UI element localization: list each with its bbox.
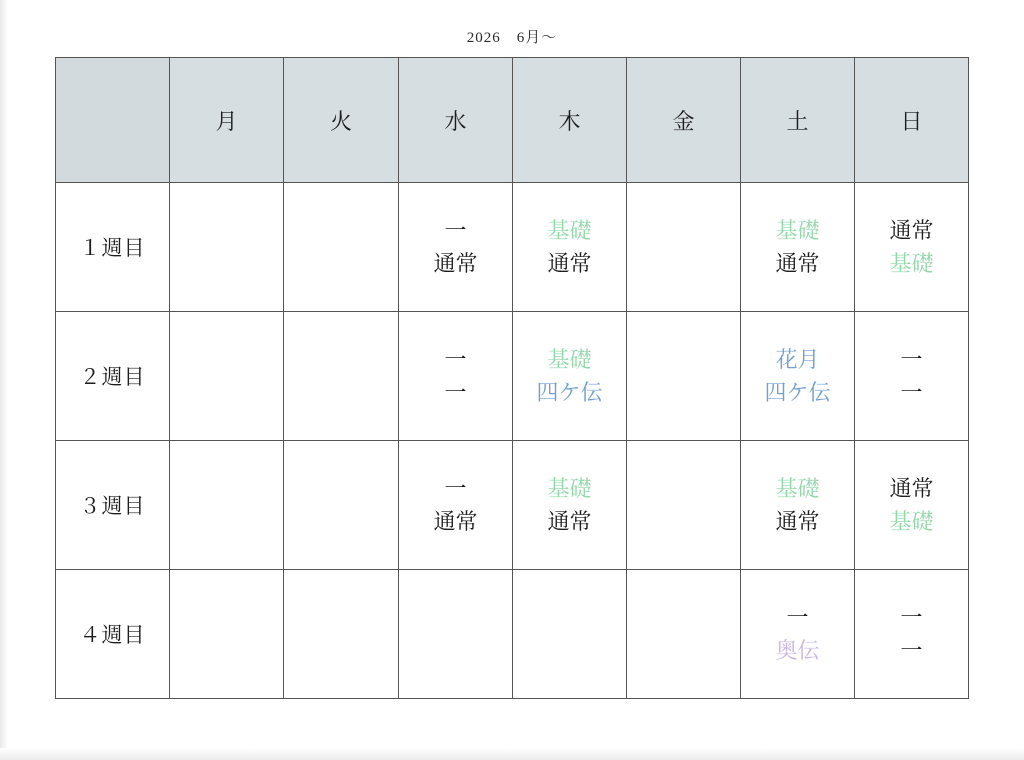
schedule-cell [627, 441, 741, 570]
schedule-cell [741, 183, 855, 312]
schedule-cell [513, 312, 627, 441]
cell-line: 基礎 [547, 475, 592, 501]
cell-line: 一 [444, 217, 467, 243]
schedule-cell [855, 441, 969, 570]
page-edge-shadow-bottom [0, 748, 1024, 760]
schedule-cell [170, 570, 284, 699]
header-day-sun: 日 [855, 58, 969, 183]
cell-line: 基礎 [547, 346, 592, 372]
cell-content [399, 346, 512, 407]
cell-line: 一 [900, 604, 923, 630]
cell-content [399, 217, 512, 278]
cell-line: 通常 [547, 251, 592, 276]
cell-line: 花月 [775, 346, 820, 372]
schedule-cell [855, 183, 969, 312]
page-edge-shadow-left [0, 0, 8, 760]
schedule-cell [284, 441, 399, 570]
schedule-cell [399, 570, 513, 699]
table-row [56, 183, 969, 312]
cell-content [741, 217, 854, 278]
schedule-cell [284, 312, 399, 441]
cell-line: 一 [444, 475, 467, 501]
schedule-cell [399, 183, 513, 312]
week-label-cell: ２週目 [56, 312, 170, 441]
cell-line: 通常 [547, 509, 592, 534]
cell-line: 通常 [433, 251, 478, 276]
table-row [56, 312, 969, 441]
cell-line: 通常 [889, 475, 934, 501]
schedule-cell [855, 312, 969, 441]
cell-line: 一 [900, 380, 923, 405]
schedule-cell [741, 441, 855, 570]
header-row [56, 58, 969, 183]
header-day-thu: 木 [513, 58, 627, 183]
cell-line: 一 [900, 346, 923, 372]
cell-line: 四ケ伝 [536, 380, 603, 405]
schedule-cell [627, 570, 741, 699]
schedule-cell [170, 183, 284, 312]
cell-content [513, 217, 626, 278]
cell-line: 奥伝 [775, 638, 820, 663]
cell-content [855, 217, 968, 278]
cell-content [855, 604, 968, 665]
schedule-cell [855, 570, 969, 699]
schedule-cell [284, 570, 399, 699]
cell-line: 一 [900, 638, 923, 663]
cell-line: 通常 [889, 217, 934, 243]
cell-content [741, 604, 854, 665]
week-label-cell: ４週目 [56, 570, 170, 699]
schedule-cell [627, 312, 741, 441]
week-label-cell: １週目 [56, 183, 170, 312]
cell-line: 通常 [433, 509, 478, 534]
schedule-cell [170, 312, 284, 441]
cell-line: 四ケ伝 [764, 380, 831, 405]
cell-line: 基礎 [547, 217, 592, 243]
cell-line: 一 [444, 380, 467, 405]
cell-content [513, 475, 626, 536]
header-day-tue: 火 [284, 58, 399, 183]
header-day-sat: 土 [741, 58, 855, 183]
cell-content [513, 346, 626, 407]
cell-line: 基礎 [889, 251, 934, 276]
cell-content [399, 475, 512, 536]
cell-line: 基礎 [775, 217, 820, 243]
page-title: 2026 6月〜 [466, 30, 558, 46]
cell-content [855, 346, 968, 407]
cell-line: 基礎 [889, 509, 934, 534]
week-label-cell: ３週目 [56, 441, 170, 570]
schedule-cell [627, 183, 741, 312]
schedule-cell [513, 441, 627, 570]
schedule-cell [513, 570, 627, 699]
header-day-mon: 月 [170, 58, 284, 183]
schedule-cell [741, 570, 855, 699]
schedule-cell [170, 441, 284, 570]
cell-line: 一 [786, 604, 809, 630]
table-header [56, 58, 969, 183]
cell-line: 通常 [775, 251, 820, 276]
table-row [56, 441, 969, 570]
schedule-cell [284, 183, 399, 312]
header-corner-cell [56, 58, 170, 183]
schedule-table [55, 57, 969, 699]
cell-content [741, 346, 854, 407]
table-body [56, 183, 969, 699]
cell-content [741, 475, 854, 536]
cell-line: 基礎 [775, 475, 820, 501]
schedule-cell [399, 441, 513, 570]
schedule-cell [741, 312, 855, 441]
cell-line: 一 [444, 346, 467, 372]
schedule-cell [399, 312, 513, 441]
header-day-wed: 水 [399, 58, 513, 183]
header-day-fri: 金 [627, 58, 741, 183]
table-row [56, 570, 969, 699]
schedule-cell [513, 183, 627, 312]
cell-content [855, 475, 968, 536]
cell-line: 通常 [775, 509, 820, 534]
